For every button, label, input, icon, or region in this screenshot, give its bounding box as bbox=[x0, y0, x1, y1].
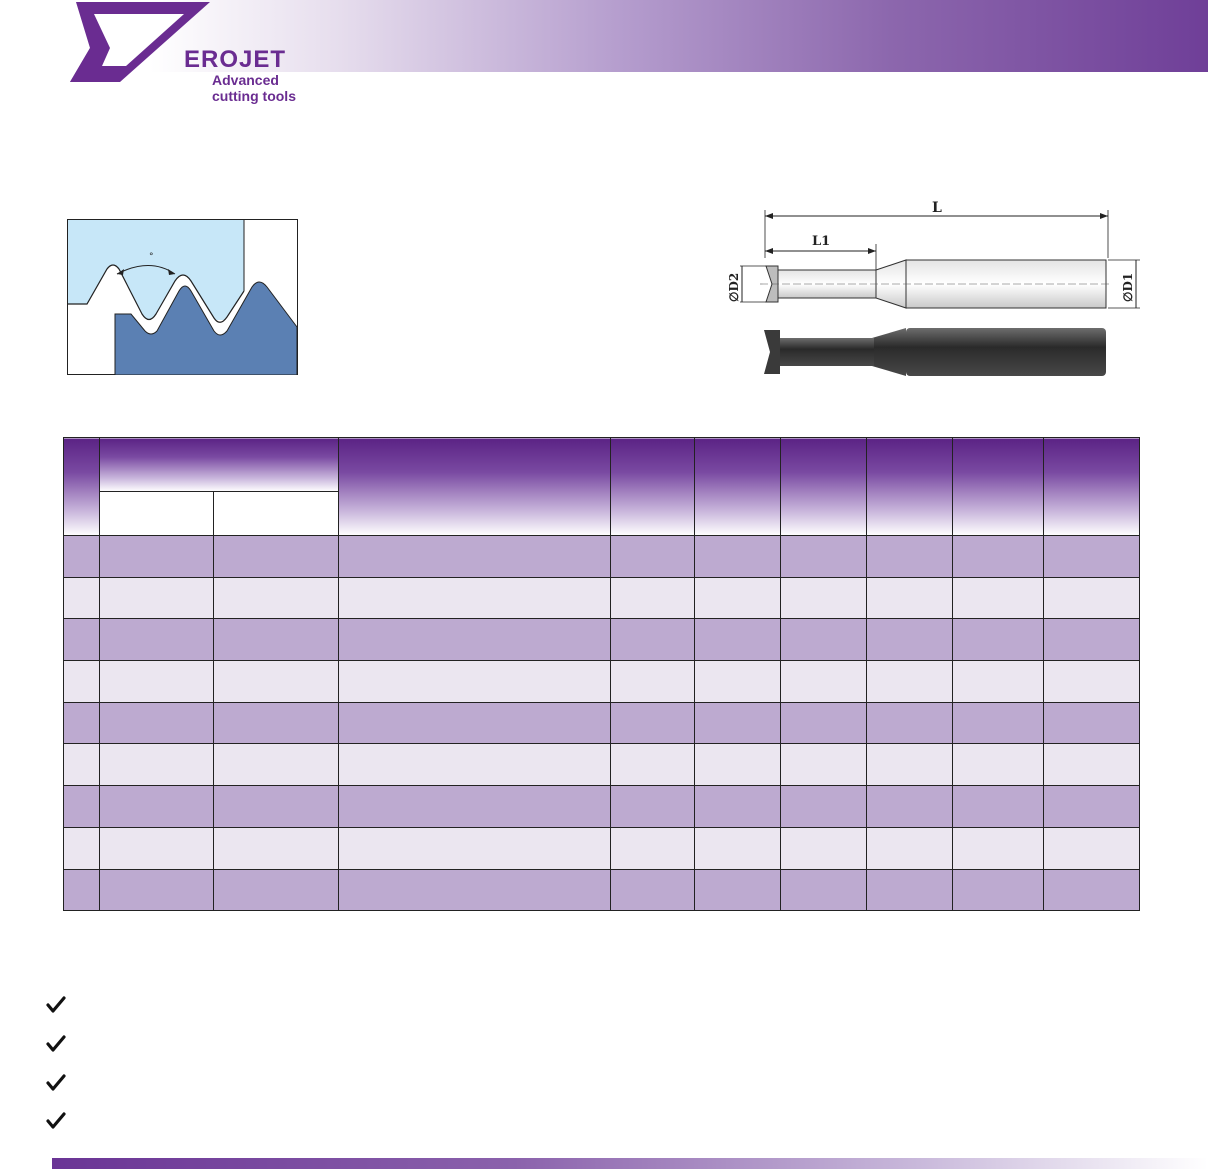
dim-D2-label: ∅D2 bbox=[727, 272, 741, 302]
table-row bbox=[64, 702, 1140, 744]
table-header-cell bbox=[339, 438, 611, 536]
thread-angle-label: ° bbox=[149, 252, 154, 262]
spec-table bbox=[63, 437, 1140, 911]
brand-tagline: Advanced cutting tools bbox=[212, 72, 296, 104]
table-header-cell bbox=[611, 438, 694, 536]
table-row bbox=[64, 869, 1140, 911]
table-row bbox=[64, 827, 1140, 869]
feature-checklist bbox=[46, 986, 66, 1141]
brand-logo bbox=[68, 0, 328, 104]
table-header-cell bbox=[866, 438, 952, 536]
thread-profile-diagram bbox=[67, 219, 298, 375]
check-icon bbox=[46, 995, 66, 1015]
table-row bbox=[64, 744, 1140, 786]
list-item bbox=[46, 1102, 66, 1141]
footer-bar bbox=[52, 1158, 1208, 1169]
table-header-cell bbox=[780, 438, 866, 536]
brand-name: EROJET bbox=[184, 46, 287, 73]
table-header-cell bbox=[1043, 438, 1139, 536]
table-header-cell bbox=[100, 438, 339, 492]
list-item bbox=[46, 986, 66, 1025]
list-item bbox=[46, 1025, 66, 1064]
table-row bbox=[64, 786, 1140, 828]
check-icon bbox=[46, 1111, 66, 1131]
table-header-row bbox=[64, 438, 1140, 492]
dim-D1-label: ∅D1 bbox=[1121, 272, 1135, 302]
check-icon bbox=[46, 1073, 66, 1093]
check-icon bbox=[46, 1034, 66, 1054]
table-row bbox=[64, 619, 1140, 661]
table-subheader-cell bbox=[214, 492, 339, 536]
table-row bbox=[64, 577, 1140, 619]
dim-L-label: L bbox=[932, 200, 942, 216]
table-row bbox=[64, 661, 1140, 703]
dim-L1-label: L1 bbox=[812, 234, 831, 249]
table-row bbox=[64, 536, 1140, 578]
table-header-cell bbox=[952, 438, 1043, 536]
table-header-cell bbox=[64, 438, 100, 536]
list-item bbox=[46, 1063, 66, 1102]
table-header-cell bbox=[694, 438, 780, 536]
tool-drawing bbox=[720, 190, 1150, 385]
table-subheader-cell bbox=[100, 492, 214, 536]
